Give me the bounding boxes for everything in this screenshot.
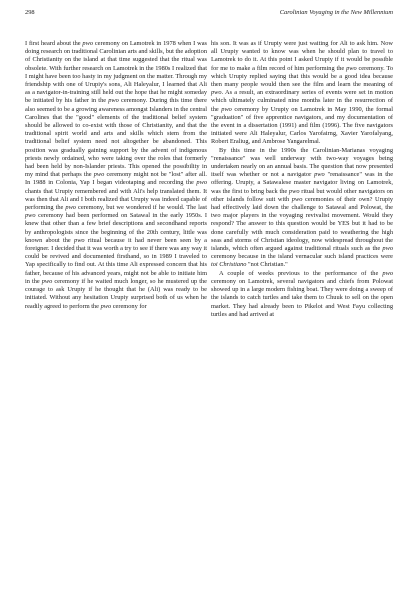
paragraph: By this time in the 1990s the Carolinian-Marianas voyaging "renaissance" was well underway with two-way voyages being undertaken nearly on an annual basis. The question that now presented itself was whether or not a navigator pwo "renaissance" was in the offering. Urupiy, a Satawalese master navigator living on Lamotrek, was the first to bring back the pwo ritual but would other navigators on other islands follow suit with pwo ceremonies of their own? Urupiy had effectively laid down the challenge to Satawal and Polowat, the two major players in the voyaging revivalist movement. Would they respond? The answer to this question would be YES but it had to be done carefully with much consideration paid to weathering the high seas and storms of Christian ideology, now widespread throughout the islands, which often argued against traditional rituals such as the pwo ceremony because in the island vernacular such island practices were toi Christiano "not Christian." [211, 146, 394, 269]
paragraph: I first heard about the pwo ceremony on Lamotrek in 1978 when I was doing research on traditional Carolinian arts and skills, but the adoption of Christianity on the island at that time suggested that the ritual was obsolete. With further research on Lamotrek in the 1980s I realized that I might have been too hasty in my judgment on the matter. Through my friendship with one of Urupiy's sons, Ali Haleyalur, I learned that Ali as a navigator-in-training still held out the hope that he might someday be initiated by his father in the pwo ceremony. During this time there also seemed to be a growing awareness amongst Islanders in the central Carolines that the "good" elements of the traditional belief system should be allowed to co-exist with those of Christianity, and that the traditional spirit world and arts and skills which stem from the traditional belief system need not altogether be abandoned. This position was gradually gaining support by the advent of indigenous priests newly ordained, who were taking over the roles that formerly had been held by non-Islander priests. This opened the possibility in my mind that perhaps the pwo ceremony might not be "lost" after all. In 1988 in Colonia, Yap I began videotaping and recording the pwo chants that Urupiy remembered and with Ali's help translated them. It was then that Ali and I both realized that Urupiy was indeed capable of performing the pwo ceremony, but we wondered if he would. The last pwo ceremony had been performed on Satawal in the early 1950s. I knew that other than a few brief descriptions and secondhand reports by anthropologists since the beginning of the 20th century, little was known about the pwo ritual because it had never been seen by a foreigner. I decided that it was worth a try to see if there was any way it could be revived and documented firsthand, so in 1989 I traveled to Yap specifically to find out. At this time Ali expressed concern that his father, because of his advanced years, might not be able to initiate him in the pwo ceremony if he waited much longer, so he mustered up the courage to ask Urupiy if he thought that he (Ali) was ready to be initiated. Without any hesitation Urupiy surprised both of us when he readily agreed to perform the pwo ceremony for [25, 40, 208, 310]
running-header [25, 9, 393, 21]
right-column [211, 40, 393, 319]
running-title: Carolinian Voyaging in the New Millennium [279, 9, 393, 16]
left-column [25, 40, 207, 311]
paragraph: A couple of weeks previous to the performance of the pwo ceremony on Lamotrek, several navigators and chiefs from Polowat showed up in a large modern fishing boat. They were doing a sweep of the islands to catch turtles and take them to Chuuk to sell on the open market. They had already been to Pikelot and West Fayu collecting turtles and had arrived at [211, 269, 393, 318]
paragraph: his son. It was as if Urupiy were just waiting for Ali to ask him. Now all Urupiy wanted to know was when he should plan to travel to Lamotrek to do it. At this point I asked Urupiy if it would be possible for me to make a film record of him performing the pwo ceremony. To which Urupiy replied saying that this would be a good idea because then many people would then see the film and learn the meaning of pwo. As a result, an extraordinary series of events were set in motion which ultimately culminated nine months later in the resurrection of the pwo ceremony by Urupiy on Lamotrek in May 1990, the formal "graduation" of five apprentice navigators, and my documentation of the event in a dissertation (1991) and film (1996). The five navigators initiated were Ali Haleyalur, Carlos Yarofairng, Xavier Yarofalyang, Robert Eraliug, and Ambrose Yangarelmal. [211, 40, 394, 146]
page-number: 298 [25, 9, 35, 16]
